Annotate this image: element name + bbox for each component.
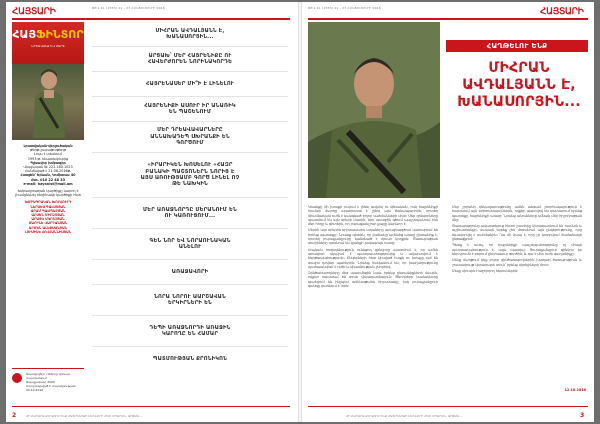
print-line: Տպաքանակ՝ 3000 bbox=[26, 380, 55, 384]
left-page-number: 2 bbox=[12, 412, 17, 419]
table-of-contents bbox=[92, 22, 288, 371]
section-banner: ՀԱՂԹԵԼՈՒ ԵՆՔ bbox=[446, 40, 588, 52]
credit-name: ԱՐԱՅԿ ՄԿՐՏՉՅԱՆ bbox=[31, 217, 65, 222]
article-headline: ՄԻՀՐԱՆ ԱՎԴԱԼՅԱՆՆ Է, ԽԱՆԱՍՈՐՅԻՆ... bbox=[457, 60, 581, 110]
left-masthead: ՀԱՅՏԱՐԻ bbox=[12, 6, 56, 16]
credit-name: ԱՐԱՄ ԳԱՍՊԱՐՅԱՆ bbox=[30, 208, 66, 213]
article-paragraph: Ծառայությունը ավարտելուց հետո շատերը վերադառնում են ուսման և աշխատանքի, սակայն երբեք չեն մոռանում այն ընկերությունը, որը ձևավորվել է սահմանին։ Դա մի կապ է, որը չի կոտրվում ժամանակի ընթացքում։ bbox=[452, 224, 582, 242]
article-date-mark: 12.10.2016 bbox=[564, 388, 586, 392]
sidebar-phone: Հեռ. 010 22 48 33 bbox=[31, 177, 65, 182]
cover-thumbnail bbox=[12, 22, 84, 140]
toc-item[interactable]: ՀԱՅՐԵՆԱՍԵՐ ՄԻ՞Ի Է ԼԻՆԵԼՈՒ bbox=[92, 72, 288, 97]
toc-item[interactable]: ՆՈՐԱ ՆՈՐՈՒ ԱԱՐՇԱՎԱՆ ԵՐԿԻՐՆԵՐԻ ԵՆ bbox=[92, 285, 288, 316]
sidebar-line: Գլխավոր խմբագիր bbox=[30, 160, 66, 165]
credits-title: ԽՄԲԱԳՐԱԿԱՆ ԽՈՐՀՈՒՐԴ bbox=[24, 200, 72, 205]
sidebar-info-block bbox=[12, 144, 84, 234]
sidebar-line: Լույս է տեսնում bbox=[34, 152, 62, 157]
toc-item[interactable]: ՄԵՐ ԴՐԵԱՎԱՎԱՐՆԵՐԸ ԱՆՆԱԽԱԴԵՊ ՍԽՐԱՆՔԻ ԵՆ ԳՈՐԾՈՒՄ bbox=[92, 122, 288, 153]
article-paragraph: Մենք մաղթում ենք բոլոր զինծառայողներին խաղաղ ծառայություն և շուտափույթ վերադարձ տուն՝ իրենց սիրելիների մոտ։ bbox=[452, 258, 582, 267]
toc-item[interactable]: ԱՐՑԱԽ՝ ՄԵՐ ՀԱՅՐԵՆԻՔԸ ՈՒ ՀԱՎԵՐԺՈՐԵՆ ՆՈՐԻՆԱԿՈՐԴԵ bbox=[92, 47, 288, 72]
sidebar-line: 1993 թ. սեպտեմբերից bbox=[27, 156, 69, 161]
toc-item[interactable]: ՄԵՐ ԱՌԱՋՆՈՐԴԸ ՄԵՐԱՆՈՒՄ ԵՆ ՈՒ ԿԱՌՈՒՑՈՒՄ... bbox=[92, 198, 288, 229]
article-paragraph: Մեր շրջանի ղեկավարությունը ամեն անգամ շնորհակալություն է հայտնում այն երիտասարդներին, ովքեր պատվով են կատարում իրենց պարտքը հայրենիքի առաջ։ Նրանց անունները կմնան մեր հիշողության մեջ։ bbox=[452, 205, 582, 222]
page-gutter bbox=[298, 2, 302, 422]
article-paragraph: Սույնան հոգեղենություն ունեցող զինվորը պատմում է, որ ամեն առավոտ սկսվում է պատրաստությունից և ավարտվում է հերթապահությամբ։ Ընկերների հետ կիսված հացն ու խոսքը ուժ են տալիս դժվար պահերին։ Նրանք հավատում են, որ խաղաղությունը պահպանվում է ուժի և միասնության շնորհիվ։ bbox=[308, 247, 438, 269]
toc-item[interactable]: ՄԻՀՐԱՆ ԱՎԴԱԼՅԱՆՆ Է, ԽԱՆԱՍՈՐՅԻՆ... bbox=[92, 22, 288, 47]
credit-name: ՄԱՐԻՆԵ ՎԱՐԴԱՆՅԱՆ bbox=[28, 221, 68, 226]
print-line: Ստորագրված է տպագրության 20.10.2016 bbox=[26, 384, 76, 392]
article-byline: Մեկը մյուսին հաջորդող հերոսներին։ bbox=[452, 268, 519, 273]
newspaper-spread bbox=[6, 2, 594, 422]
toc-item[interactable]: ՊԱՏՄՈՒԹՅԱՆ ՔՐՈՆԻԿՈՆ bbox=[152, 355, 228, 362]
right-top-rule bbox=[308, 18, 588, 20]
left-sidebar bbox=[12, 22, 84, 410]
sidebar-line: թերթ-շաբաթաթերթ bbox=[29, 148, 67, 153]
print-info-box bbox=[12, 368, 84, 397]
toc-item[interactable]: ՀԱՅՐԵՆԻՔԻ ԱՍՈՒՐ ԻՐ ԱՆԱՌԻԿ ԵՆ ՊԱՇԵՆՈՒՄ bbox=[92, 97, 288, 122]
article-paragraph: Մերոն այս օրերին երիտասարդ տղաները առաջնագծում կատարում են իրենց պարտքը։ Նրանք գիտեն, որ բանակը ամենից առաջ ընտանիք է, որտեղ յուրաքանչյուրը կանգնած է մյուսի կողքին։ Ծառայության տարիները դառնում են կյանքի լավագույն դասը։ bbox=[308, 228, 438, 246]
soldier-portrait-icon bbox=[308, 22, 440, 198]
toc-item[interactable]: «ԻՐԱՐԻԿԵՆ ԽՈՍԵԼՈՒ «ՀԱԶՐ ԲԱՆԱԿԻ ՊԱՇՏՈՆԵՐՆ ՆՈՐԻՑ Է ԱՅՍ ԱՌՈՒԹՅԱՄԲ ԳՈՐԾ ԼԻՆԵԼ ՈՉ ԹԵ ՆԱԽԿԻՆ bbox=[92, 153, 288, 198]
left-bottom-rule bbox=[12, 406, 290, 407]
sidebar-address: Հասցեն՝ Երևան, Կոմիտաս 40 bbox=[20, 173, 76, 178]
article-paragraph: Զինծառայողները մեզ պատմեցին նաև իրենց ընտանիքների մասին, ովքեր սպասում են տուն վերադառնալուն։ Ծնողների նամակները պահվում են ինչպես ամենաթանկ հիշատակը, իսկ յուրաքանչյուր զանգը դառնում է տոն։ bbox=[308, 271, 438, 289]
article-column-2 bbox=[452, 205, 582, 273]
right-issue-line: ԹԻՎ 41 (1553) 21 - 27 ՀՈԿՏԵՄԲԵՐԻ 2016 bbox=[308, 6, 381, 10]
soldier-cover-icon bbox=[30, 68, 68, 138]
cover-logo: ՀԱՅՖԻՆՏՈՐ bbox=[12, 28, 84, 41]
right-masthead: ՀԱՅՏԱՐԻ bbox=[540, 6, 584, 16]
toc-item[interactable]: ԳԵՆ ՆՈՐ ԵՎ ՆՈՐԱՈՒՆԱԿԱՆ ԱՆԵԼՈՒ bbox=[92, 229, 288, 260]
article-column-1 bbox=[308, 205, 438, 288]
soldier-photo bbox=[308, 22, 440, 198]
disclaimer: Խմբագրության կարծիքը կարող է չհամընկնել հեղինակի կարծիքի հետ bbox=[15, 189, 81, 198]
article-paragraph: Կեանքը մի խոսքի ուզում է լինել ազնիվ ու վճռական, իսկ հայրենիքի համար մարդը պատրաստ է լինել այն ճանապարհին, որտեղ միասնական ուժն է կանգնած բոլոր սահմանների մոտ։ Մեր զինվորները պատմում են այն օրերի մասին, երբ առաջին գծում պաշտպանում էին մեր հողը և գիտեին, որ յուրաքանչյուր քայլը կարևոր է։ bbox=[308, 205, 438, 227]
article-paragraph: Պետք է ասել, որ հայրենիքի պաշտպանությունը ոչ միայն պարտականություն է, այլև պատիվ։ Յուրաքանչյուր զինվոր իր ներդրումն է բերում ընդհանուր գործին, և դա է մեր ուժի գաղտնիքը։ bbox=[452, 243, 582, 256]
registration: Վկայական № 222.180.1023 bbox=[23, 165, 73, 170]
credit-name: ԱՐՍԵՆ ՄԻՐԶՈՅԱՆ bbox=[31, 213, 65, 218]
left-footer-text: ՀԻ ԲԱՐՁՐԱՎՈՐՎՈՒՄ ԵՆՔ ՀԱՅՐԵՆԻՔԻ ԼԵՌՆԵՐԻ ՀԵՏ՝ ԱՊԱՐԱՆ, ԱՐՑԱԽ ... bbox=[26, 414, 144, 418]
credit-name: ԱՐՄԵՆ ԱԼԵՔՍԱՆՅԱՆ bbox=[28, 225, 68, 230]
cover-subtitle: ԱՐՇԱՎԱՆՔ ԵՎ ՄԱՐՏ bbox=[31, 44, 65, 48]
toc-item[interactable]: ԴԵՊԻ ԱՌԱՋՆՈՐԴԻ ԱՌԱՋԻՆ ԿԱՐՈՂԸ ԵՆ ՀԱՄԱՐ bbox=[92, 316, 288, 347]
print-line: Տպագրվել է «Ամրոց գրուպ» տպարանում bbox=[26, 372, 71, 380]
right-page-number: 3 bbox=[580, 412, 585, 419]
credit-name: ՆԵՐՍԵՍ ԳԱԼՍՏՅԱՆ bbox=[30, 204, 66, 209]
right-bottom-rule bbox=[308, 406, 588, 407]
registration-date: Հանձնված է 21.06.2016թ. bbox=[24, 169, 72, 174]
printer-logo-icon bbox=[12, 373, 22, 383]
left-issue-line: ԹԻՎ 41 (1553) 21 - 27 ՀՈԿՏԵՄԲԵՐԻ 2016 bbox=[92, 6, 165, 10]
sidebar-email[interactable]: e-mail: hayanist@mail.am bbox=[23, 181, 73, 186]
sidebar-line: Լրատվական-վերլուծական bbox=[23, 144, 73, 148]
left-top-rule bbox=[12, 18, 290, 20]
toc-item[interactable]: ԱՌԱՋԱՎՈՐԻ bbox=[92, 260, 288, 285]
credit-name: ԼՈՒՍԻՆԵ ՀՈՎՀԱՆՆԻՍՅԱՆ bbox=[24, 229, 72, 234]
right-footer-text: ՀԻ ԲԱՐՁՐԱՎՈՐՎՈՒՄ ԵՆՔ ՀԱՅՐԵՆԻՔԻ ԼԵՌՆԵՐԻ ՀԵՏ՝ ԱՊԱՐԱՆ, ԱՐՑԱԽ ... bbox=[346, 414, 464, 418]
